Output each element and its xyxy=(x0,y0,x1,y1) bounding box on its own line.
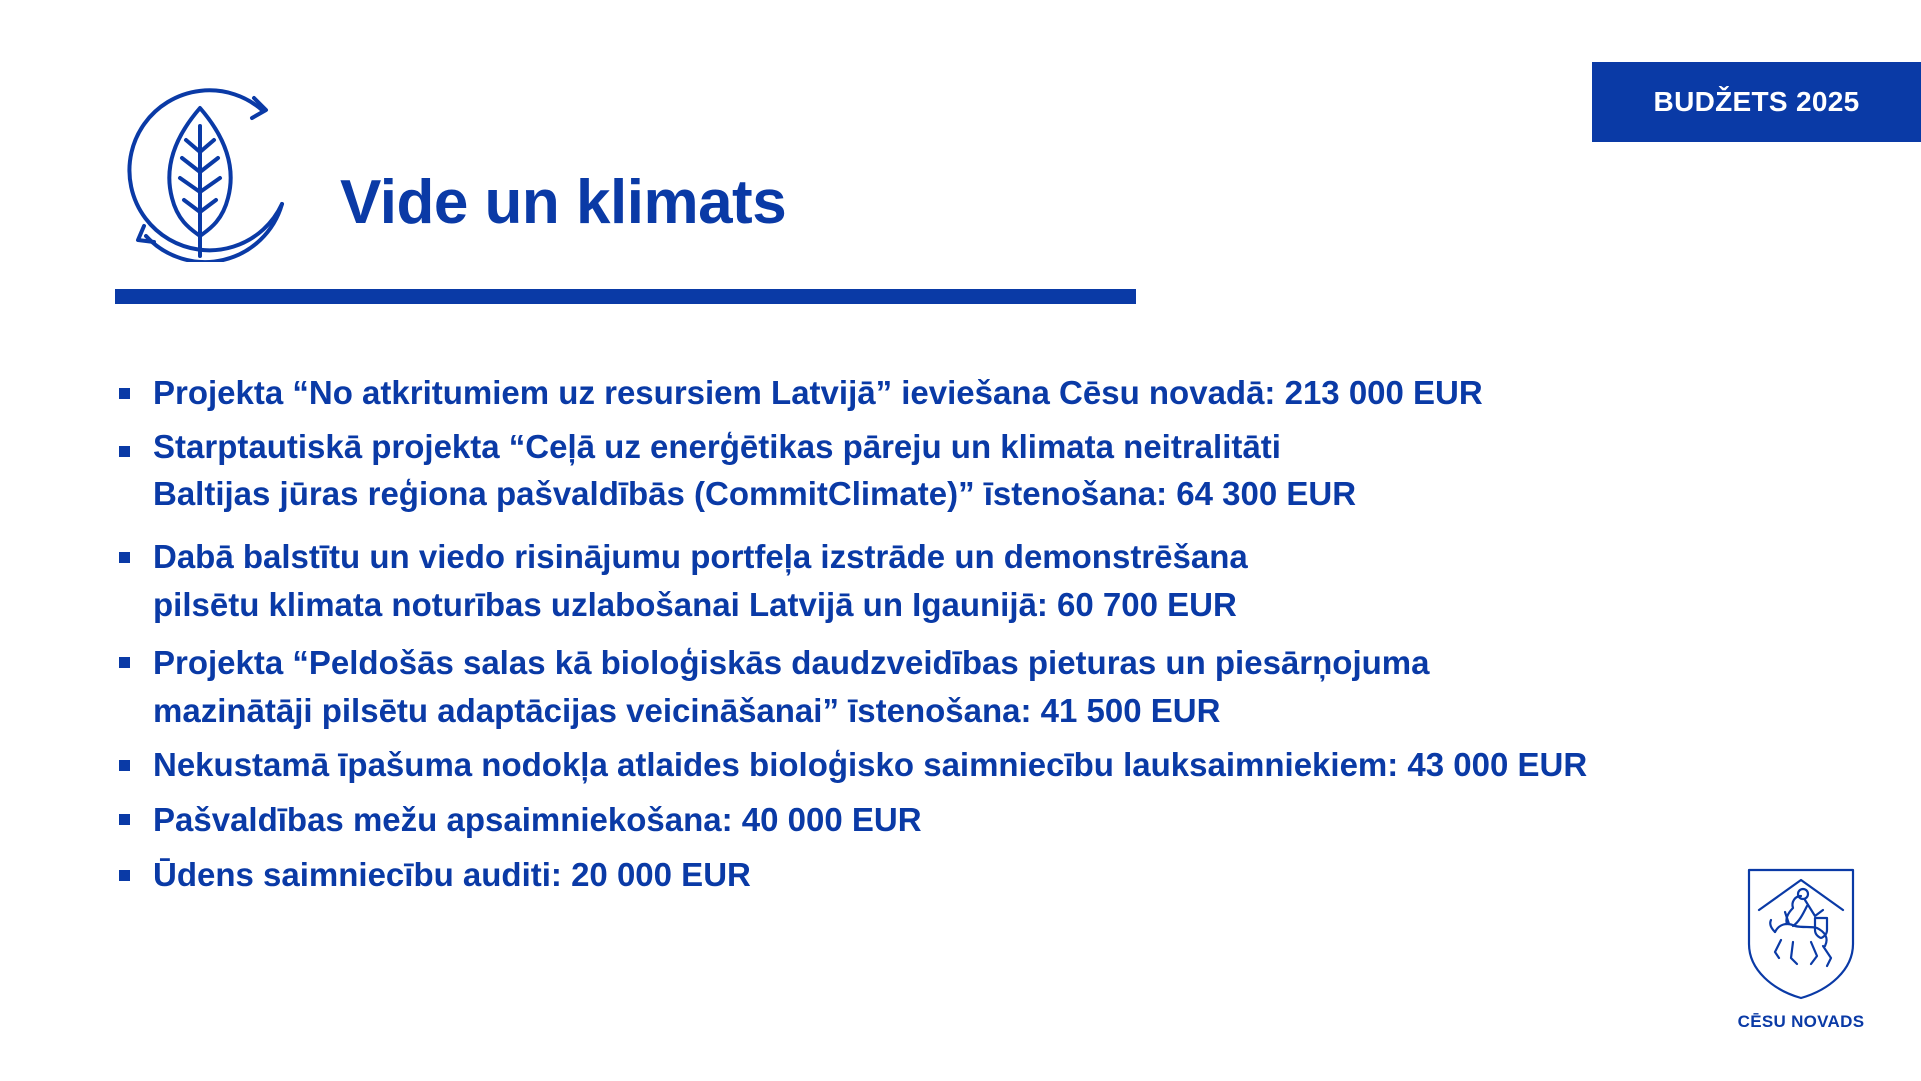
list-item-text: pilsētu klimata noturības uzlabošanai Latvijā un Igaunijā: 60 700 EUR xyxy=(153,586,1237,623)
brand-logo-label: CĒSU NOVADS xyxy=(1737,1012,1865,1031)
list-item-text: Projekta “No atkritumiem uz resursiem Latvijā” ieviešana Cēsu novadā: 213 000 EUR xyxy=(153,374,1483,411)
bullet-icon xyxy=(119,760,130,771)
bullet-icon xyxy=(119,814,130,825)
budget-badge: BUDŽETS 2025 xyxy=(1592,62,1921,142)
bullet-icon xyxy=(119,870,130,881)
title-underline xyxy=(115,289,1136,304)
list-item-text: Projekta “Peldošās salas kā bioloģiskās daudzveidības pieturas un piesārņojuma xyxy=(153,644,1430,681)
list-item-text: Nekustamā īpašuma nodokļa atlaides bioloģisko saimniecību lauksaimniekiem: 43 000 EUR xyxy=(153,746,1588,783)
list-item-text: mazinātāji pilsētu adaptācijas veicināšanai” īstenošana: 41 500 EUR xyxy=(153,692,1221,729)
list-item-text: Dabā balstītu un viedo risinājumu portfeļa izstrāde un demonstrēšana xyxy=(153,538,1248,575)
bullet-icon xyxy=(119,552,130,563)
page-title: Vide un klimats xyxy=(340,168,787,237)
bullet-icon xyxy=(119,657,130,668)
list-item-text: Ūdens saimniecību auditi: 20 000 EUR xyxy=(153,856,751,893)
bullet-icon xyxy=(119,388,130,399)
cesu-novads-crest-icon xyxy=(1745,866,1857,1002)
list-item-text: Baltijas jūras reģiona pašvaldībās (CommitClimate)” īstenošana: 64 300 EUR xyxy=(153,475,1357,512)
list-item-text: Starptautiskā projekta “Ceļā uz enerģētikas pāreju un klimata neitralitāti xyxy=(153,428,1281,465)
leaf-recycle-icon xyxy=(114,86,296,262)
list-item-text: Pašvaldības mežu apsaimniekošana: 40 000 EUR xyxy=(153,801,922,838)
bullet-icon xyxy=(119,446,130,457)
